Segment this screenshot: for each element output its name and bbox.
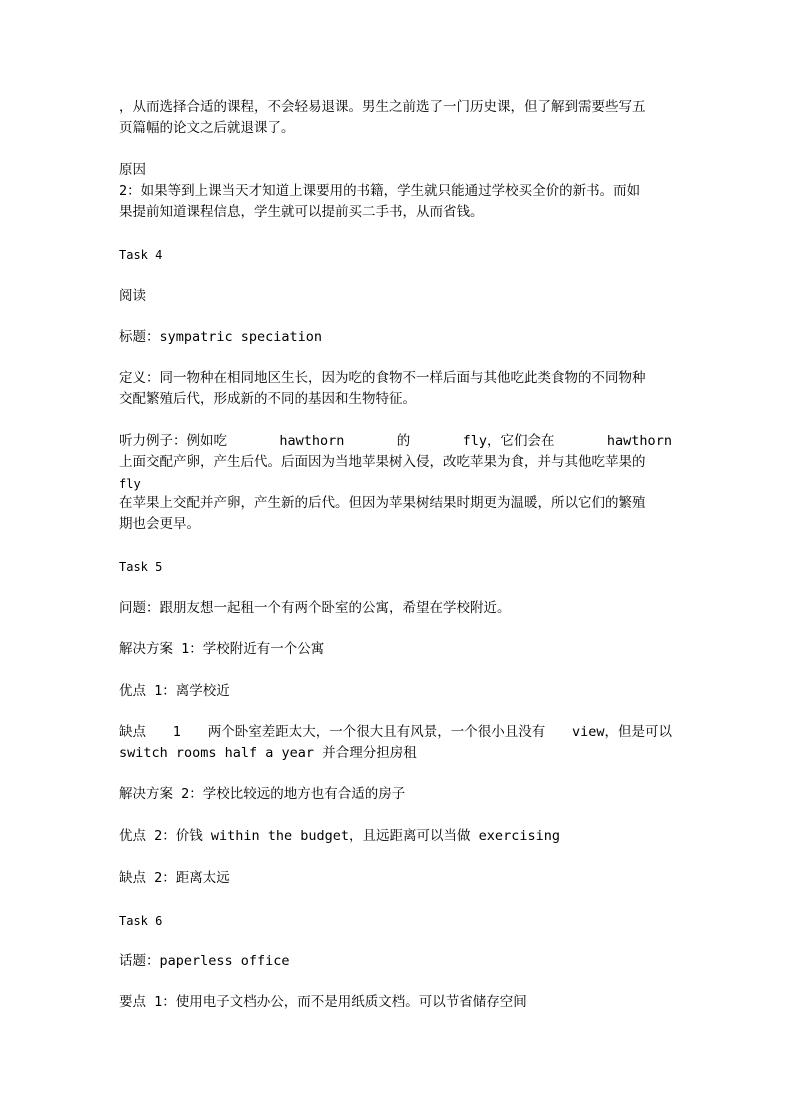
justified-line <box>119 431 672 451</box>
text-line: 期也会更早。 <box>119 516 200 532</box>
text-line: fly <box>119 477 141 491</box>
text-line: 解决方案 1：学校附近有一个公寓 <box>119 641 325 657</box>
text-line: 交配繁殖后代，形成新的不同的基因和生物特征。 <box>119 391 416 407</box>
text-part: fly，它们会在 <box>462 433 555 449</box>
text-part: 缺点 <box>119 724 146 740</box>
text-line: 标题：sympatric speciation <box>119 329 323 345</box>
text-line: 缺点 2：距离太远 <box>119 870 230 886</box>
section-heading: Task 4 <box>119 248 163 262</box>
text-line: 2：如果等到上课当天才知道上课要用的书籍，学生就只能通过学校买全价的新书。而如 <box>119 183 641 199</box>
text-line: 页篇幅的论文之后就退课了。 <box>119 120 295 136</box>
text-part: 听力例子：例如吃 <box>119 433 227 449</box>
text-part: hawthorn <box>606 433 672 449</box>
text-line: 阅读 <box>119 288 146 304</box>
text-line: switch rooms half a year 并合理分担房租 <box>119 745 417 761</box>
justified-line <box>119 722 672 742</box>
text-line: 优点 2：价钱 within the budget，且远距离可以当做 exercising <box>119 828 560 844</box>
text-part: 的 <box>396 433 411 449</box>
text-part: 两个卧室差距太大，一个很大且有风景，一个很小且没有 <box>207 724 546 740</box>
text-line: 上面交配产卵，产生后代。后面因为当地苹果树入侵，改吃苹果为食，并与其他吃苹果的 <box>119 454 646 470</box>
text-line: 话题：paperless office <box>119 953 290 969</box>
text-line: 原因 <box>119 162 146 178</box>
section-heading: Task 6 <box>119 914 163 928</box>
text-line: ，从而选择合适的课程，不会轻易退课。男生之前选了一门历史课，但了解到需要些写五 <box>119 99 646 115</box>
text-line: 定义：同一物种在相同地区生长，因为吃的食物不一样后面与其他吃此类食物的不同物种 <box>119 370 646 386</box>
text-line: 在苹果上交配并产卵，产生新的后代。但因为苹果树结果时期更为温暖，所以它们的繁殖 <box>119 495 646 511</box>
text-part: view，但是可以 <box>571 724 672 740</box>
text-part: hawthorn <box>279 433 345 449</box>
text-part: 1 <box>172 724 181 740</box>
section-heading: Task 5 <box>119 560 163 574</box>
text-line: 要点 1：使用电子文档办公，而不是用纸质文档。可以节省储存空间 <box>119 994 527 1010</box>
text-line: 优点 1：离学校近 <box>119 683 230 699</box>
text-line: 解决方案 2：学校比较远的地方也有合适的房子 <box>119 786 406 802</box>
text-line: 果提前知道课程信息，学生就可以提前买二手书，从而省钱。 <box>119 204 484 220</box>
text-line: 问题：跟朋友想一起租一个有两个卧室的公寓，希望在学校附近。 <box>119 600 511 616</box>
